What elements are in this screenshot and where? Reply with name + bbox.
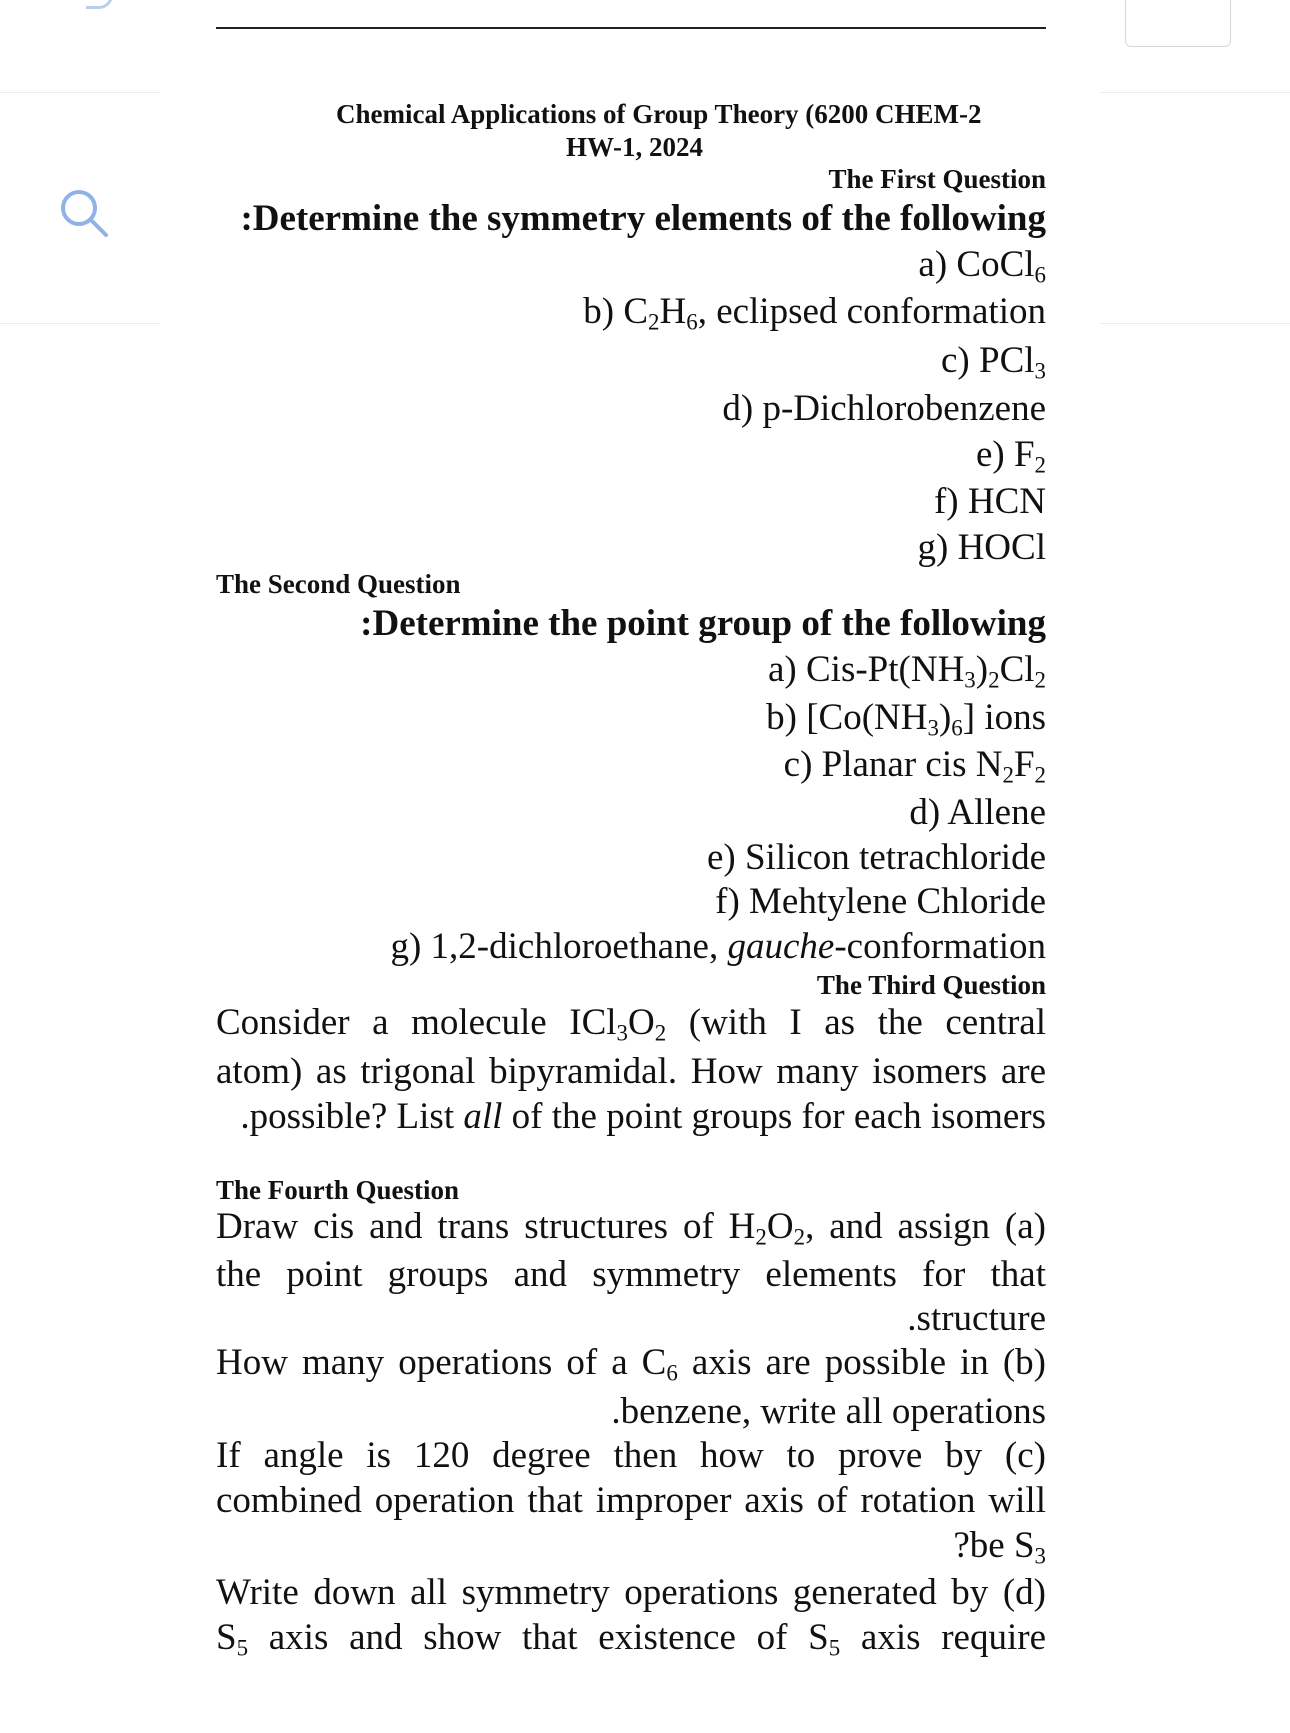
subscript: 6 — [666, 1360, 678, 1386]
divider — [1100, 92, 1290, 93]
q4-a-line-1 — [216, 1206, 1046, 1250]
q4-c-line-3 — [216, 1525, 1046, 1569]
text: , and assign (a) — [805, 1206, 1046, 1247]
text: If angle is 120 degree then how to prove by (c) — [216, 1435, 1046, 1476]
subscript: 2 — [654, 1020, 667, 1046]
q1-item-g — [216, 529, 1046, 566]
text: a) Cis-Pt(NH — [768, 649, 965, 690]
italic-text: gauche — [727, 926, 835, 967]
q2-item-e — [216, 839, 1046, 876]
title-line-2: HW-1, 2024 — [566, 132, 703, 162]
subscript: 2 — [1034, 762, 1046, 788]
q4-b-line-1 — [216, 1342, 1046, 1386]
divider — [0, 323, 160, 324]
text: Consider a molecule ICl — [216, 1002, 617, 1043]
text: axis require — [840, 1617, 1047, 1658]
subscript: 3 — [927, 715, 939, 741]
text: atom) as trigonal bipyramidal. How many isomers are — [216, 1051, 1046, 1092]
subscript: 3 — [1034, 358, 1046, 384]
text: O — [766, 1206, 794, 1247]
q2-item-b — [216, 697, 1046, 741]
text: S — [216, 1617, 237, 1658]
text: the point groups and symmetry elements for that — [216, 1254, 1046, 1295]
text: -conformation — [834, 926, 1046, 967]
q1-heading-text: The First Question — [828, 164, 1046, 194]
q2-item-d — [216, 794, 1046, 831]
q4-c-line-1 — [216, 1437, 1046, 1474]
text: .possible? List — [240, 1096, 464, 1137]
subscript: 2 — [648, 309, 660, 335]
q4-d-line-1 — [216, 1574, 1046, 1611]
q4-d-line-2 — [216, 1617, 1047, 1661]
q1-heading — [216, 166, 1046, 193]
doc-title — [336, 101, 1186, 128]
q4-a-line-2 — [216, 1256, 1046, 1293]
q2-instruction-text: :Determine the point group of the following — [360, 603, 1046, 644]
text: Write down all symmetry operations generated by (d) — [216, 1572, 1046, 1613]
page-nav-button[interactable] — [1125, 0, 1231, 47]
q3-line-2 — [216, 1053, 1046, 1090]
q2-heading-text: The Second Question — [216, 569, 461, 599]
text: .benzene, write all operations — [611, 1391, 1046, 1432]
subscript: 5 — [236, 1635, 249, 1661]
q4-c-line-2 — [216, 1482, 1046, 1519]
text: ] ions — [962, 697, 1046, 738]
q1-item-a — [216, 244, 1046, 288]
subscript: 6 — [686, 309, 698, 335]
subscript: 3 — [616, 1020, 628, 1046]
subscript: 6 — [1034, 262, 1046, 288]
q1-instruction — [216, 200, 1046, 237]
text: (with I as the central — [666, 1002, 1046, 1043]
text: c) PCl — [941, 340, 1035, 381]
search-icon[interactable] — [56, 186, 110, 240]
text: Draw cis and trans structures of H — [216, 1206, 756, 1247]
divider — [0, 92, 160, 93]
text: e) F — [975, 434, 1035, 475]
text: ?be S — [953, 1525, 1035, 1566]
text: , eclipsed conformation — [697, 291, 1046, 332]
subscript: 2 — [755, 1224, 767, 1250]
text: b) C — [583, 291, 649, 332]
q3-heading-text: The Third Question — [816, 970, 1046, 1000]
q1-item-e — [216, 434, 1046, 478]
subscript: 5 — [828, 1635, 841, 1661]
subscript: 6 — [951, 715, 963, 741]
subscript: 3 — [964, 667, 976, 693]
text: f) HCN — [933, 481, 1046, 522]
text: axis are possible in (b) — [677, 1342, 1046, 1383]
q3-line-1 — [216, 1002, 1046, 1046]
q4-b-line-2 — [216, 1393, 1046, 1430]
text: b) [Co(NH — [766, 697, 928, 738]
back-arrow-icon[interactable] — [86, 0, 113, 9]
text: How many operations of a C — [216, 1342, 667, 1383]
q2-heading — [216, 571, 1046, 598]
subscript: 3 — [1034, 1543, 1046, 1569]
title-line-1: Chemical Applications of Group Theory (6200 CHEM-2 — [336, 99, 982, 129]
q2-item-c — [216, 744, 1046, 788]
text: g) HOCl — [917, 527, 1046, 568]
text: ) — [938, 697, 952, 738]
text: e) Silicon tetrachloride — [706, 837, 1046, 878]
subscript: 2 — [1034, 667, 1046, 693]
text: f) Mehtylene Chloride — [715, 881, 1046, 922]
text: H — [659, 291, 687, 332]
text: g) 1,2-dichloroethane, — [390, 926, 728, 967]
q2-item-f — [216, 883, 1046, 920]
q1-item-f — [216, 483, 1046, 520]
q3-line-3 — [216, 1098, 1046, 1135]
text: F — [1013, 744, 1035, 785]
q1-instruction-text: :Determine the symmetry elements of the following — [240, 198, 1046, 239]
subscript: 2 — [1034, 452, 1046, 478]
divider — [1100, 323, 1290, 324]
italic-text: all — [463, 1096, 503, 1137]
q4-a-line-3 — [216, 1300, 1046, 1337]
q3-heading — [216, 972, 1046, 999]
subscript: 2 — [1002, 762, 1014, 788]
q4-heading-text: The Fourth Question — [216, 1175, 460, 1205]
q2-item-g — [216, 928, 1046, 965]
text: ) — [975, 649, 989, 690]
text: d) p-Dichlorobenzene — [722, 388, 1046, 429]
q1-item-d — [216, 390, 1046, 427]
text: Cl — [999, 649, 1035, 690]
text: c) Planar cis N — [783, 744, 1003, 785]
text: combined operation that improper axis of rotation will — [216, 1480, 1046, 1521]
text: axis and show that existence of S — [248, 1617, 829, 1658]
q2-item-a — [216, 649, 1046, 693]
text: d) Allene — [909, 792, 1046, 833]
text: a) CoCl — [918, 244, 1035, 285]
text: of the point groups for each isomers — [502, 1096, 1046, 1137]
subscript: 2 — [793, 1224, 806, 1250]
text: .structure — [907, 1298, 1046, 1339]
top-rule — [216, 27, 1046, 29]
q2-instruction — [216, 605, 1046, 642]
q1-item-c — [216, 340, 1046, 384]
subscript: 2 — [988, 667, 1000, 693]
q1-item-b — [216, 291, 1046, 335]
doc-subtitle — [566, 134, 703, 161]
text: O — [628, 1002, 655, 1043]
q4-heading — [216, 1177, 1046, 1204]
